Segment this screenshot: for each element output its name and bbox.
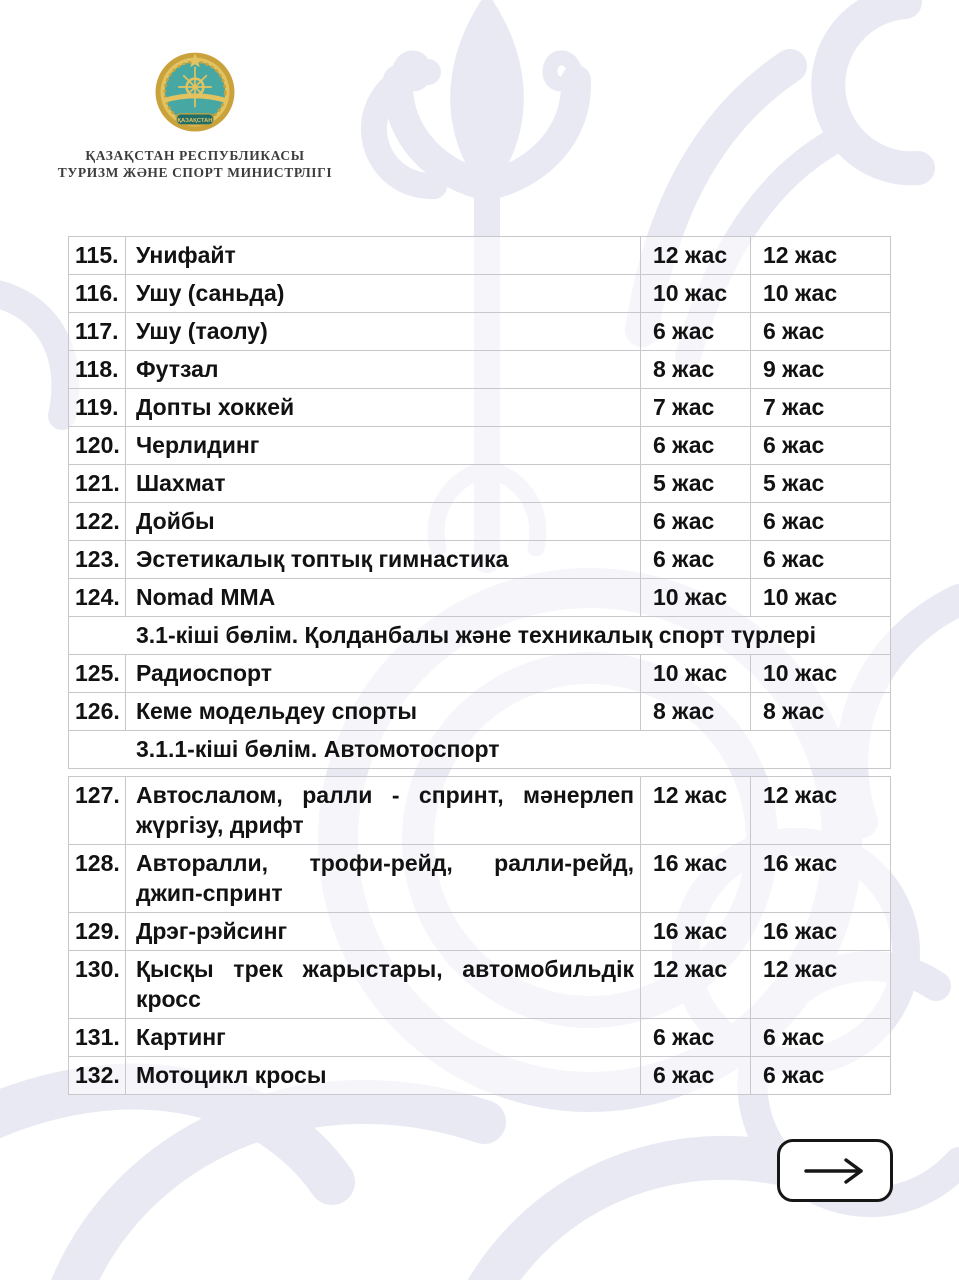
table-row [69, 313, 891, 351]
row-number: 121. [69, 465, 126, 503]
table-row [69, 541, 891, 579]
age-cell-1: 6 жас [641, 1057, 751, 1095]
age-cell-1: 16 жас [641, 845, 751, 913]
age-cell-1: 10 жас [641, 579, 751, 617]
table-row [69, 465, 891, 503]
age-cell-2: 6 жас [751, 1019, 891, 1057]
row-number: 123. [69, 541, 126, 579]
row-number: 117. [69, 313, 126, 351]
row-number: 130. [69, 951, 126, 1019]
arrow-right-icon [803, 1158, 867, 1184]
sport-name: Унифайт [126, 237, 641, 275]
section-header-row [69, 617, 891, 655]
row-number: 116. [69, 275, 126, 313]
age-cell-1: 12 жас [641, 237, 751, 275]
row-number: 131. [69, 1019, 126, 1057]
age-cell-2: 10 жас [751, 579, 891, 617]
row-number: 119. [69, 389, 126, 427]
table-row [69, 655, 891, 693]
age-cell-2: 10 жас [751, 275, 891, 313]
row-number: 127. [69, 777, 126, 845]
age-cell-2: 12 жас [751, 237, 891, 275]
row-number: 125. [69, 655, 126, 693]
table-row [69, 777, 891, 845]
sport-name: Қысқы трек жарыстары, автомобильдік кросс [126, 951, 641, 1019]
section-header-label: 3.1-кіші бөлім. Қолданбалы және техникалық спорт түрлері [69, 617, 891, 655]
row-number: 132. [69, 1057, 126, 1095]
age-cell-1: 5 жас [641, 465, 751, 503]
age-cell-2: 16 жас [751, 913, 891, 951]
age-cell-1: 10 жас [641, 275, 751, 313]
table-row [69, 389, 891, 427]
sport-name: Дрэг-рэйсинг [126, 913, 641, 951]
section-header-label: 3.1.1-кіші бөлім. Автомотоспорт [69, 731, 891, 769]
header [55, 50, 335, 181]
sport-name: Автослалом, ралли - спринт, мәнерлеп жүргізу, дрифт [126, 777, 641, 845]
sport-name: Шахмат [126, 465, 641, 503]
age-cell-2: 12 жас [751, 777, 891, 845]
table-row [69, 845, 891, 913]
age-cell-2: 10 жас [751, 655, 891, 693]
sport-name: Ушу (таолу) [126, 313, 641, 351]
table-row [69, 1019, 891, 1057]
ministry-name-line2: ТУРИЗМ ЖӘНЕ СПОРТ МИНИСТРЛІГІ [57, 165, 333, 180]
row-number: 118. [69, 351, 126, 389]
sport-name: Допты хоккей [126, 389, 641, 427]
sports-table-segment-1 [68, 236, 891, 769]
table-row [69, 913, 891, 951]
table-row [69, 503, 891, 541]
section-header-row [69, 731, 891, 769]
next-page-button[interactable] [777, 1139, 893, 1202]
kazakhstan-emblem-icon [55, 50, 335, 140]
emblem-banner-text: ҚАЗАҚСТАН [177, 117, 213, 124]
sport-name: Кеме модельдеу спорты [126, 693, 641, 731]
table-row [69, 427, 891, 465]
age-cell-2: 5 жас [751, 465, 891, 503]
age-cell-2: 6 жас [751, 313, 891, 351]
age-cell-1: 12 жас [641, 777, 751, 845]
age-cell-2: 6 жас [751, 427, 891, 465]
ministry-name-line1: ҚАЗАҚСТАН РЕСПУБЛИКАСЫ [85, 148, 305, 163]
age-cell-1: 8 жас [641, 693, 751, 731]
age-cell-1: 6 жас [641, 1019, 751, 1057]
age-cell-1: 10 жас [641, 655, 751, 693]
table-row [69, 237, 891, 275]
sport-name: Дойбы [126, 503, 641, 541]
age-cell-1: 12 жас [641, 951, 751, 1019]
row-number: 126. [69, 693, 126, 731]
age-cell-2: 6 жас [751, 503, 891, 541]
sports-table-segment-2 [68, 776, 891, 1095]
table-row [69, 351, 891, 389]
age-cell-1: 6 жас [641, 503, 751, 541]
sport-name: Авторалли, трофи-рейд, ралли-рейд, джип-спринт [126, 845, 641, 913]
sport-name: Картинг [126, 1019, 641, 1057]
row-number: 120. [69, 427, 126, 465]
row-number: 122. [69, 503, 126, 541]
age-cell-1: 7 жас [641, 389, 751, 427]
table-row [69, 579, 891, 617]
sport-name: Nomad MMA [126, 579, 641, 617]
table-row [69, 1057, 891, 1095]
table-row [69, 275, 891, 313]
age-cell-2: 6 жас [751, 541, 891, 579]
age-cell-2: 7 жас [751, 389, 891, 427]
age-cell-1: 16 жас [641, 913, 751, 951]
row-number: 128. [69, 845, 126, 913]
age-cell-2: 8 жас [751, 693, 891, 731]
age-cell-1: 6 жас [641, 313, 751, 351]
age-cell-2: 16 жас [751, 845, 891, 913]
sport-name: Радиоспорт [126, 655, 641, 693]
sport-name: Ушу (саньда) [126, 275, 641, 313]
row-number: 115. [69, 237, 126, 275]
age-cell-2: 9 жас [751, 351, 891, 389]
table-row [69, 693, 891, 731]
sport-name: Мотоцикл кросы [126, 1057, 641, 1095]
ministry-name [55, 147, 335, 181]
age-cell-1: 6 жас [641, 427, 751, 465]
age-cell-2: 6 жас [751, 1057, 891, 1095]
sport-name: Футзал [126, 351, 641, 389]
sport-name: Черлидинг [126, 427, 641, 465]
table-row [69, 951, 891, 1019]
age-cell-1: 6 жас [641, 541, 751, 579]
row-number: 124. [69, 579, 126, 617]
sport-name: Эстетикалық топтық гимнастика [126, 541, 641, 579]
age-cell-1: 8 жас [641, 351, 751, 389]
age-cell-2: 12 жас [751, 951, 891, 1019]
row-number: 129. [69, 913, 126, 951]
